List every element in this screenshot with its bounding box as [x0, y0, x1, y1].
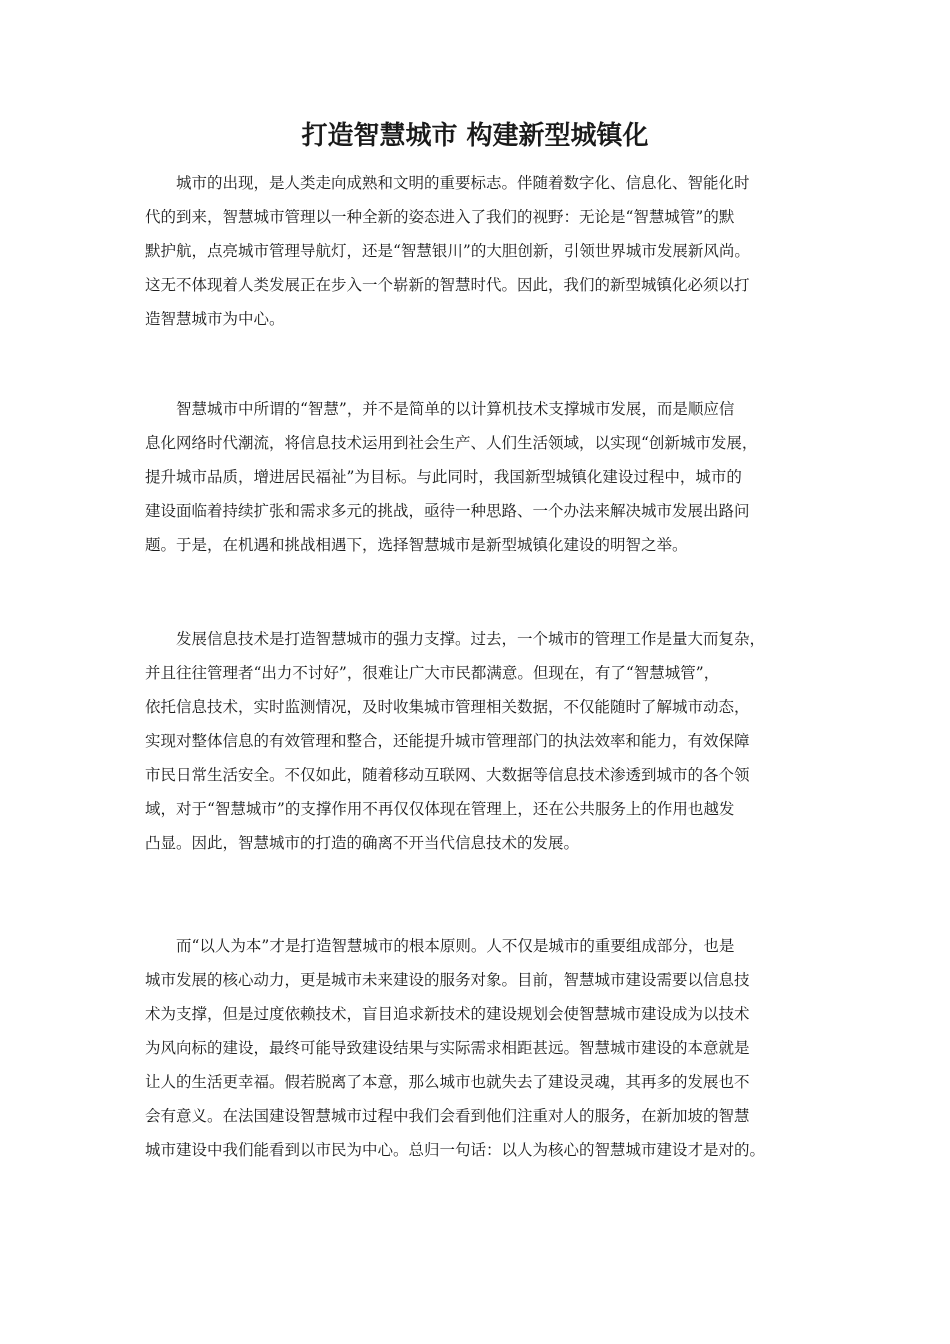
paragraph-line: 默护航，点亮城市管理导航灯，还是“智慧银川”的大胆创新，引领世界城市发展新风尚。 [145, 242, 750, 260]
paragraph-line: 会有意义。在法国建设智慧城市过程中我们会看到他们注重对人的服务，在新加坡的智慧 [145, 1107, 750, 1125]
paragraph-line: 提升城市品质，增进居民福祉”为目标。与此同时，我国新型城镇化建设过程中，城市的 [145, 468, 742, 486]
paragraph-4 [145, 929, 810, 1167]
paragraph-line: 代的到来，智慧城市管理以一种全新的姿态进入了我们的视野：无论是“智慧城管”的默 [145, 208, 735, 226]
paragraph-1 [145, 166, 810, 336]
paragraph-line: 市民日常生活安全。不仅如此，随着移动互联网、大数据等信息技术渗透到城市的各个领 [145, 766, 750, 784]
paragraph-line: 智慧城市中所谓的“智慧”，并不是简单的以计算机技术支撑城市发展，而是顺应信 [176, 400, 735, 418]
paragraph-line: 题。于是，在机遇和挑战相遇下，选择智慧城市是新型城镇化建设的明智之举。 [145, 536, 688, 554]
paragraph-3 [145, 622, 810, 860]
paragraph-line: 城市的出现，是人类走向成熟和文明的重要标志。伴随着数字化、信息化、智能化时 [176, 174, 750, 192]
paragraph-line: 让人的生活更幸福。假若脱离了本意，那么城市也就失去了建设灵魂，其再多的发展也不 [145, 1073, 750, 1091]
paragraph-line: 并且往往管理者“出力不讨好”，很难让广大市民都满意。但现在，有了“智慧城管”， [145, 664, 720, 682]
paragraph-line: 这无不体现着人类发展正在步入一个崭新的智慧时代。因此，我们的新型城镇化必须以打 [145, 276, 750, 294]
paragraph-line: 息化网络时代潮流，将信息技术运用到社会生产、人们生活领域，以实现“创新城市发展， [145, 434, 758, 452]
document-title: 打造智慧城市 构建新型城镇化 [301, 121, 649, 151]
paragraph-line: 而“以人为本”才是打造智慧城市的根本原则。人不仅是城市的重要组成部分，也是 [176, 937, 735, 955]
paragraph-line: 城市建设中我们能看到以市民为中心。总归一句话：以人为核心的智慧城市建设才是对的。 [145, 1141, 766, 1159]
paragraph-line: 为风向标的建设，最终可能导致建设结果与实际需求相距甚远。智慧城市建设的本意就是 [145, 1039, 750, 1057]
paragraph-line: 实现对整体信息的有效管理和整合，还能提升城市管理部门的执法效率和能力，有效保障 [145, 732, 750, 750]
paragraph-line: 城市发展的核心动力，更是城市未来建设的服务对象。目前，智慧城市建设需要以信息技 [145, 971, 750, 989]
paragraph-line: 造智慧城市为中心。 [145, 310, 285, 328]
paragraph-line: 建设面临着持续扩张和需求多元的挑战，亟待一种思路、一个办法来解决城市发展出路问 [145, 502, 750, 520]
paragraph-2 [145, 392, 810, 562]
paragraph-line: 凸显。因此，智慧城市的打造的确离不开当代信息技术的发展。 [145, 834, 580, 852]
paragraph-line: 域，对于“智慧城市”的支撑作用不再仅仅体现在管理上，还在公共服务上的作用也越发 [145, 800, 735, 818]
paragraph-line: 依托信息技术，实时监测情况，及时收集城市管理相关数据，不仅能随时了解城市动态， [145, 698, 750, 716]
paragraph-line: 发展信息技术是打造智慧城市的强力支撑。过去，一个城市的管理工作是量大而复杂， [176, 630, 766, 648]
paragraph-line: 术为支撑，但是过度依赖技术，盲目追求新技术的建设规划会使智慧城市建设成为以技术 [145, 1005, 750, 1023]
